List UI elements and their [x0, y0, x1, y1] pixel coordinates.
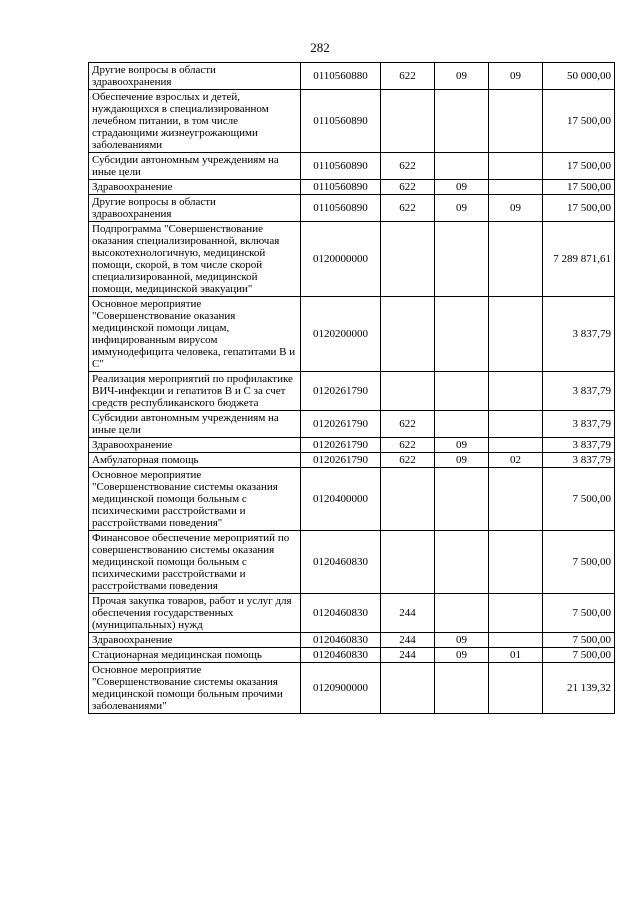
- row-expense-type: 244: [381, 633, 435, 648]
- table-row: [89, 90, 615, 153]
- row-section: [435, 222, 489, 297]
- table-row: [89, 453, 615, 468]
- row-section: [435, 411, 489, 438]
- row-name: Основное мероприятие "Совершенствование системы оказания медицинской помощи больным с психическими расстройствами и расстройствами поведения": [89, 468, 301, 531]
- row-subsection: [489, 438, 543, 453]
- row-target-code: 0120900000: [301, 663, 381, 714]
- row-amount: 3 837,79: [543, 297, 615, 372]
- row-section: [435, 531, 489, 594]
- row-name: Субсидии автономным учреждениям на иные цели: [89, 411, 301, 438]
- row-expense-type: [381, 372, 435, 411]
- table-row: [89, 531, 615, 594]
- row-amount: 7 289 871,61: [543, 222, 615, 297]
- row-target-code: 0120460830: [301, 531, 381, 594]
- row-target-code: 0110560890: [301, 153, 381, 180]
- row-section: [435, 90, 489, 153]
- row-target-code: 0120200000: [301, 297, 381, 372]
- row-subsection: [489, 633, 543, 648]
- row-name: Здравоохранение: [89, 180, 301, 195]
- row-amount: 17 500,00: [543, 195, 615, 222]
- table-row: [89, 411, 615, 438]
- row-target-code: 0120460830: [301, 633, 381, 648]
- row-expense-type: 622: [381, 438, 435, 453]
- row-target-code: 0120000000: [301, 222, 381, 297]
- row-amount: 17 500,00: [543, 153, 615, 180]
- row-subsection: [489, 297, 543, 372]
- row-section: [435, 594, 489, 633]
- row-target-code: 0120400000: [301, 468, 381, 531]
- row-subsection: [489, 411, 543, 438]
- row-section: 09: [435, 438, 489, 453]
- row-amount: 17 500,00: [543, 90, 615, 153]
- row-subsection: [489, 180, 543, 195]
- row-expense-type: 622: [381, 180, 435, 195]
- row-name: Подпрограмма "Совершенствование оказания специализированной, включая высокотехнологичную, медицинской помощи, скорой, в том числе скорой специализированной, медицинской помощи, медицинской эвакуации": [89, 222, 301, 297]
- row-subsection: 02: [489, 453, 543, 468]
- row-subsection: 09: [489, 63, 543, 90]
- row-amount: 3 837,79: [543, 372, 615, 411]
- table-row: [89, 195, 615, 222]
- row-name: Другие вопросы в области здравоохранения: [89, 195, 301, 222]
- row-expense-type: [381, 531, 435, 594]
- row-subsection: [489, 594, 543, 633]
- row-amount: 3 837,79: [543, 453, 615, 468]
- row-subsection: [489, 531, 543, 594]
- row-name: Здравоохранение: [89, 633, 301, 648]
- row-target-code: 0120261790: [301, 438, 381, 453]
- row-section: [435, 297, 489, 372]
- row-amount: 21 139,32: [543, 663, 615, 714]
- row-name: Стационарная медицинская помощь: [89, 648, 301, 663]
- row-name: Прочая закупка товаров, работ и услуг для обеспечения государственных (муниципальных) нужд: [89, 594, 301, 633]
- row-subsection: [489, 90, 543, 153]
- table-row: [89, 180, 615, 195]
- row-target-code: 0120261790: [301, 372, 381, 411]
- page-number: 282: [310, 40, 330, 55]
- row-section: [435, 468, 489, 531]
- row-name: Реализация мероприятий по профилактике ВИЧ-инфекции и гепатитов В и С за счет средств республиканского бюджета: [89, 372, 301, 411]
- row-name: Обеспечение взрослых и детей, нуждающихся в специализированном лечебном питании, в том числе страдающими жизнеугрожающими заболеваниями: [89, 90, 301, 153]
- row-subsection: [489, 663, 543, 714]
- row-expense-type: 244: [381, 648, 435, 663]
- budget-table: [88, 62, 615, 714]
- row-expense-type: [381, 222, 435, 297]
- row-target-code: 0110560890: [301, 180, 381, 195]
- row-section: 09: [435, 195, 489, 222]
- row-subsection: [489, 153, 543, 180]
- row-subsection: [489, 222, 543, 297]
- table-row: [89, 222, 615, 297]
- table-row: [89, 63, 615, 90]
- row-expense-type: 622: [381, 411, 435, 438]
- row-expense-type: 622: [381, 453, 435, 468]
- budget-table-body: [89, 63, 615, 714]
- row-expense-type: 244: [381, 594, 435, 633]
- row-target-code: 0110560890: [301, 195, 381, 222]
- table-row: [89, 153, 615, 180]
- row-section: 09: [435, 180, 489, 195]
- row-subsection: 01: [489, 648, 543, 663]
- row-expense-type: [381, 297, 435, 372]
- row-section: [435, 663, 489, 714]
- row-name: Основное мероприятие "Совершенствование оказания медицинской помощи лицам, инфицированным вирусом иммунодефицита человека, гепатитами В и С": [89, 297, 301, 372]
- table-row: [89, 663, 615, 714]
- row-target-code: 0120261790: [301, 453, 381, 468]
- table-row: [89, 372, 615, 411]
- row-target-code: 0120460830: [301, 594, 381, 633]
- row-section: [435, 153, 489, 180]
- row-amount: 3 837,79: [543, 438, 615, 453]
- row-name: Субсидии автономным учреждениям на иные цели: [89, 153, 301, 180]
- row-subsection: [489, 468, 543, 531]
- row-section: 09: [435, 648, 489, 663]
- row-amount: 7 500,00: [543, 468, 615, 531]
- row-target-code: 0110560880: [301, 63, 381, 90]
- table-row: [89, 438, 615, 453]
- row-section: 09: [435, 633, 489, 648]
- table-row: [89, 594, 615, 633]
- row-name: Основное мероприятие "Совершенствование системы оказания медицинской помощи больным прочими заболеваниями": [89, 663, 301, 714]
- row-expense-type: [381, 90, 435, 153]
- row-target-code: 0120261790: [301, 411, 381, 438]
- row-name: Здравоохранение: [89, 438, 301, 453]
- row-subsection: 09: [489, 195, 543, 222]
- row-expense-type: [381, 468, 435, 531]
- row-amount: 17 500,00: [543, 180, 615, 195]
- row-name: Другие вопросы в области здравоохранения: [89, 63, 301, 90]
- row-name: Амбулаторная помощь: [89, 453, 301, 468]
- row-target-code: 0120460830: [301, 648, 381, 663]
- table-row: [89, 468, 615, 531]
- row-expense-type: 622: [381, 63, 435, 90]
- row-amount: 7 500,00: [543, 648, 615, 663]
- row-expense-type: 622: [381, 195, 435, 222]
- row-amount: 7 500,00: [543, 531, 615, 594]
- row-target-code: 0110560890: [301, 90, 381, 153]
- table-row: [89, 297, 615, 372]
- row-section: 09: [435, 453, 489, 468]
- table-row: [89, 633, 615, 648]
- row-subsection: [489, 372, 543, 411]
- table-row: [89, 648, 615, 663]
- row-section: [435, 372, 489, 411]
- row-amount: 50 000,00: [543, 63, 615, 90]
- row-expense-type: [381, 663, 435, 714]
- row-amount: 7 500,00: [543, 594, 615, 633]
- row-amount: 3 837,79: [543, 411, 615, 438]
- row-amount: 7 500,00: [543, 633, 615, 648]
- row-section: 09: [435, 63, 489, 90]
- row-expense-type: 622: [381, 153, 435, 180]
- row-name: Финансовое обеспечение мероприятий по совершенствованию системы оказания медицинской помощи больным с психическими расстройствами и расстройствами поведения: [89, 531, 301, 594]
